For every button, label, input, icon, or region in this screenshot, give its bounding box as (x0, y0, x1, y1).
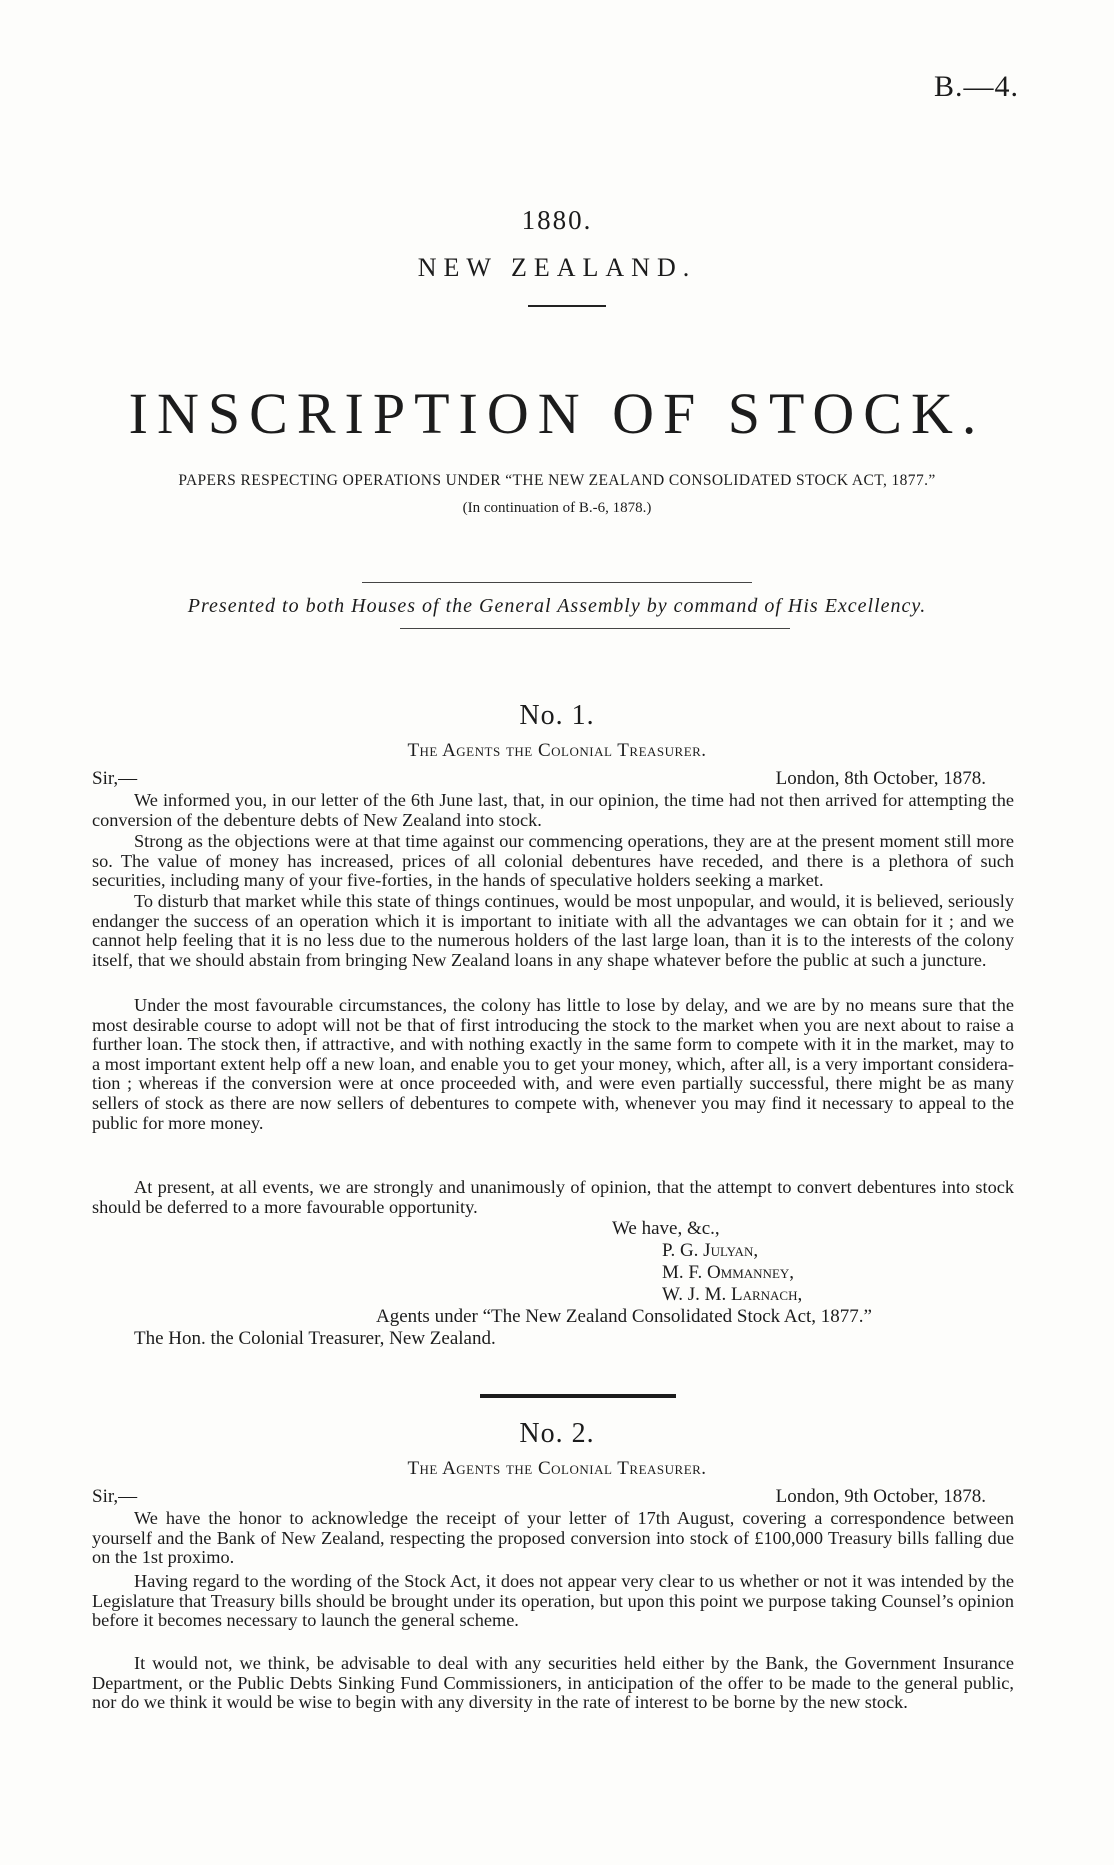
signatory-larnach: W. J. M. Larnach, (662, 1284, 803, 1305)
continuation-note: (In continuation of B.-6, 1878.) (462, 500, 652, 516)
letter-1-paragraph-2: Strong as the objections were at that time against our commencing operations, they are at the present moment still more so. The value of money has increased, prices of all colonial debentures have receded, and there is a plethora of such securities, including many of your five-forties, in the hands of speculative holders seeking a market. (92, 831, 1014, 891)
letter-1-paragraph-5: At present, at all events, we are strongly and unanimously of opinion, that the attempt to convert debentures into stock should be deferred to a more favourable opportunity. (92, 1177, 1014, 1217)
letter-2-paragraph-3: It would not, we think, be advisable to deal with any securities held either by the Bank, the Government Insurance Department, or the Public Debts Sinking Fund Commissioners, in anticipation of the offer to be made to the general public, nor do we think it would be wise to begin with any diversity in the rate of interest to be borne by the new stock. (92, 1653, 1014, 1713)
letter-1-to: the Colonial Treasurer. (505, 740, 707, 761)
letter-1-heading (0, 740, 1114, 762)
letter-1-from: The Agents (407, 740, 501, 761)
document-year: 1880. (521, 205, 593, 235)
letter-1-place-date: London, 8th October, 1878. (775, 768, 986, 789)
letter-2-from: The Agents (407, 1458, 501, 1479)
letter-1-salutation: Sir,— (92, 768, 138, 789)
letter-2-to: the Colonial Treasurer. (505, 1458, 707, 1479)
letter-2-paragraph-2: Having regard to the wording of the Stock Act, it does not appear very clear to us whether or not it was intended by the Legislature that Treasury bills should be brought under its operation, but upon this point we purpose taking Counsel’s opinion before it becomes necessary to launch the general scheme. (92, 1571, 1014, 1631)
page-subtitle: PAPERS RESPECTING OPERATIONS UNDER “THE NEW ZEALAND CONSOLIDATED STOCK ACT, 1877.” (178, 472, 936, 489)
presented-rule-top (362, 582, 752, 583)
letter-2-place-date: London, 9th October, 1878. (775, 1486, 986, 1507)
document-country: NEW ZEALAND. (417, 253, 697, 282)
letter-1-number: No. 1. (519, 700, 595, 731)
presented-line: Presented to both Houses of the General Assembly by command of His Excellency. (187, 595, 927, 617)
letter-2-heading (0, 1458, 1114, 1480)
header-divider (528, 305, 606, 307)
presented-rule-bottom (400, 628, 790, 629)
letter-1-paragraph-1: We informed you, in our letter of the 6th June last, that, in our opinion, the time had not then arrived for attempting the conversion of the debenture debts of New Zealand into stock. (92, 790, 1014, 830)
letter-1-addressee: The Hon. the Colonial Treasurer, New Zealand. (134, 1328, 496, 1349)
signatory-julyan: P. G. Julyan, (662, 1240, 759, 1261)
letter-2-paragraph-1: We have the honor to acknowledge the receipt of your letter of 17th August, covering a correspondence between yourself and the Bank of New Zealand, respecting the proposed conversion into stock of £100,000 Treasury bills falling due on the 1st proximo. (92, 1508, 1014, 1568)
letter-2-salutation: Sir,— (92, 1486, 138, 1507)
document-reference: B.—4. (933, 70, 1019, 103)
section-divider (480, 1394, 676, 1398)
letter-2-number: No. 2. (519, 1418, 595, 1449)
letter-1-paragraph-3: To disturb that market while this state of things continues, would be most unpopular, and would, it is believed, seriously endanger the success of an operation which it is important to initiate with all the advantages we can obtain for it ; and we cannot help feeling that it is no less due to the numerous holders of the last large loan, than it is to the interests of the colony itself, that we should abstain from bringing New Zealand loans in any shape whatever before the public at such a juncture. (92, 891, 1014, 970)
signatories-capacity: Agents under “The New Zealand Consolidated Stock Act, 1877.” (376, 1306, 872, 1327)
page-title: INSCRIPTION OF STOCK. (128, 381, 986, 446)
signatory-ommanney: M. F. Ommanney, (662, 1262, 795, 1283)
letter-1-closing: We have, &c., (612, 1218, 720, 1239)
letter-1-paragraph-4: Under the most favourable circumstances, the colony has little to lose by delay, and we are by no means sure that the most desirable course to adopt will not be that of first introducing the stock to the market when you are next about to raise a further loan. The stock then, if attractive, and with nothing exactly in the same form to compete with it in the market, may to a most important extent help off a new loan, and enable you to get your money, which, after all, is a very important considera-tion ; whereas if the conversion were at once proceeded with, and were even partially successful, there might be as many sellers of stock as there are now sellers of debentures to compete with, whenever you may find it necessary to appeal to the public for more money. (92, 995, 1014, 1133)
